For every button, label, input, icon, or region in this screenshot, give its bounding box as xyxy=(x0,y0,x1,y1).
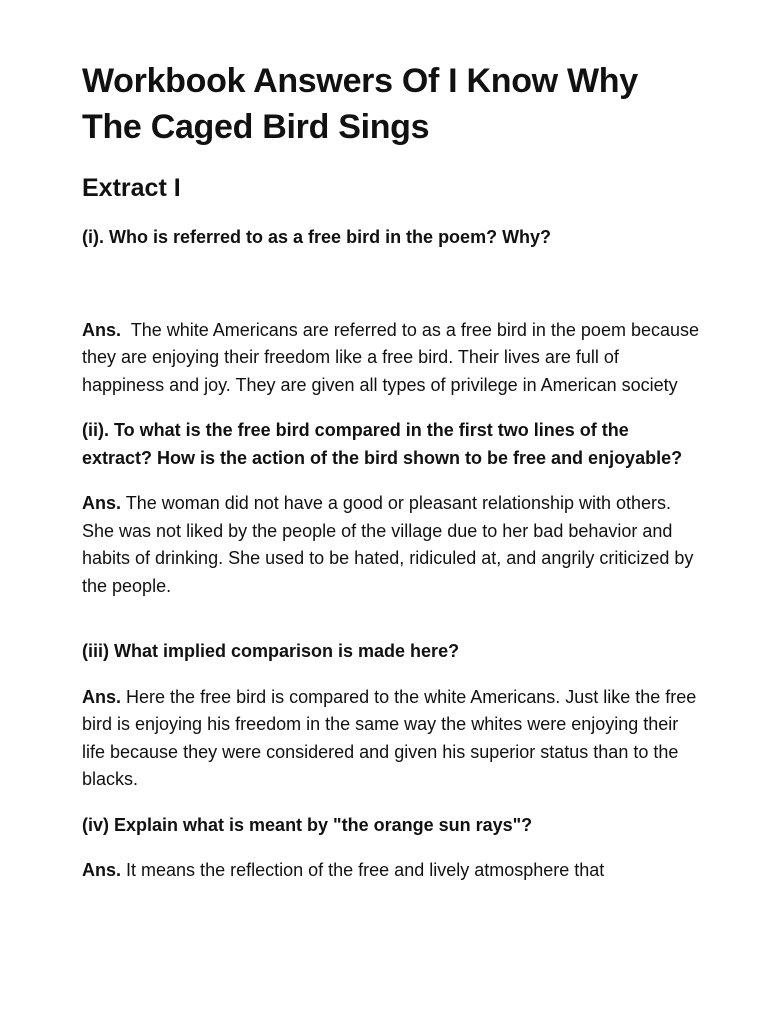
answer-3-text: Here the free bird is compared to the white Americans. Just like the free bird is enjoying his freedom in the same way the whites were enjoying their life because they were considered and given his superior status than to the blacks. xyxy=(82,686,697,789)
section-heading: Extract I xyxy=(82,174,181,202)
question-3: (iii) What implied comparison is made here? xyxy=(82,641,460,661)
answer-4 xyxy=(82,857,702,885)
answer-label: Ans. xyxy=(82,686,122,707)
answer-label: Ans. xyxy=(82,493,122,513)
answer-label: Ans. xyxy=(82,319,122,340)
document-title: Workbook Answers Of I Know Why The Caged Bird Sings xyxy=(82,62,638,146)
answer-2-text: The woman did not have a good or pleasant relationship with others. She was not liked by the people of the village due to her bad behavior and habits of drinking. She used to be hated, ridiculed at, and angrily criticized by the people. xyxy=(82,493,694,596)
answer-1 xyxy=(82,317,702,400)
answer-3 xyxy=(82,684,702,794)
answer-2 xyxy=(82,490,702,600)
document-page xyxy=(82,58,702,885)
answer-4-text: It means the reflection of the free and lively atmosphere that xyxy=(126,860,605,880)
answer-1-text: The white Americans are referred to as a free bird in the poem because they are enjoying their freedom like a free bird. Their lives are full of happiness and joy. They are given all types of privilege in American society xyxy=(82,319,700,395)
question-1: (i). Who is referred to as a free bird in the poem? Why? xyxy=(82,227,552,247)
question-2: (ii). To what is the free bird compared in the first two lines of the extract? How is the action of the bird shown to be free and enjoyable? xyxy=(82,420,683,468)
answer-label: Ans. xyxy=(82,860,122,880)
question-4: (iv) Explain what is meant by "the orange sun rays"? xyxy=(82,814,533,835)
